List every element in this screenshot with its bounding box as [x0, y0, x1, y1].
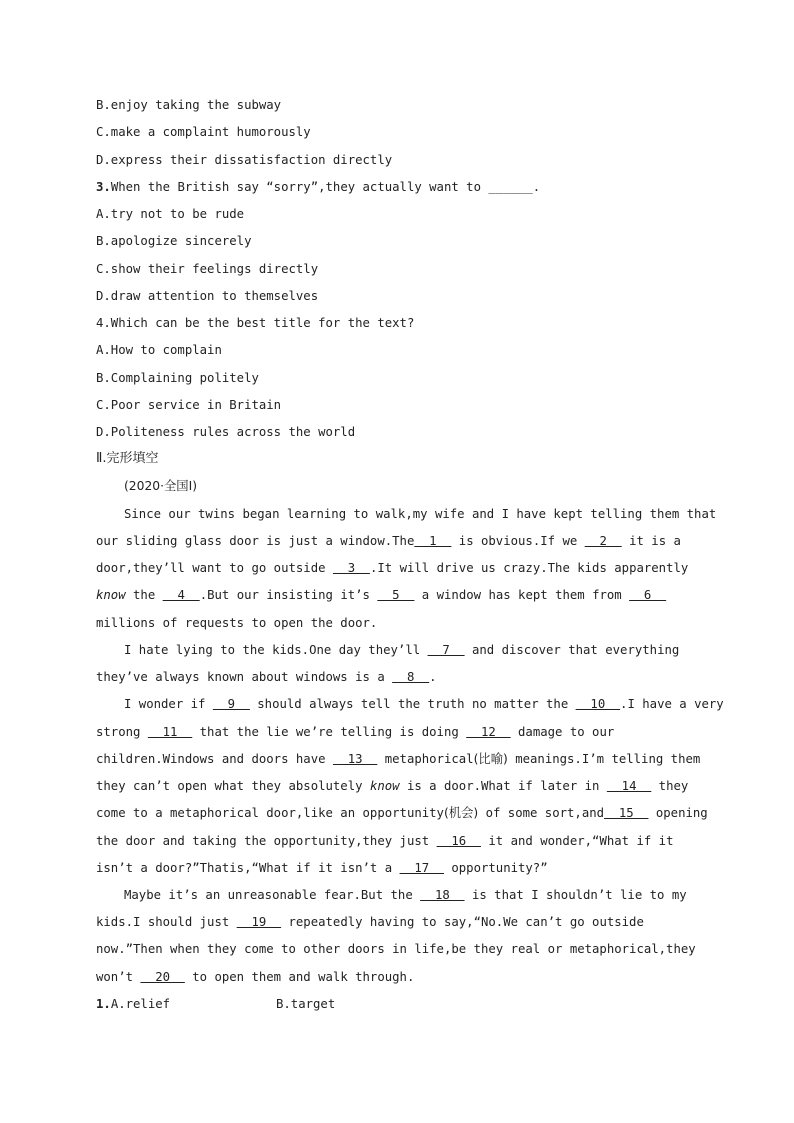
passage-text: they’ve always known about windows is a: [96, 670, 393, 684]
blank-13: 13: [332, 752, 378, 766]
q4-option-b: B.Complaining politely: [96, 371, 259, 385]
passage-text: children.Windows and doors have: [96, 752, 333, 766]
q3-stem: When the British say “sorry”,they actually want to ______.: [110, 180, 541, 194]
passage-text: come to a metaphorical door,like an opportunity: [96, 806, 444, 820]
passage-line: [124, 642, 679, 658]
passage-line: [124, 887, 687, 903]
passage-text: opening: [648, 806, 708, 820]
q3-option-c: C.show their feelings directly: [96, 262, 319, 276]
passage-line: [96, 833, 673, 849]
answer-1-line: [96, 996, 170, 1012]
q2-option-d: D.express their dissatisfaction directly: [96, 153, 393, 167]
passage-text: it is a: [621, 534, 681, 548]
passage-text: that the lie we’re telling is doing: [192, 725, 467, 739]
passage-line: [96, 724, 614, 740]
passage-line: [96, 969, 414, 985]
passage-line: [96, 669, 437, 685]
section-title: Ⅱ.完形填空: [96, 451, 159, 466]
blank-19: 19: [236, 915, 282, 929]
passage-line: [96, 560, 688, 576]
passage-text: they: [651, 779, 689, 793]
blank-16: 16: [436, 834, 481, 848]
passage-text: our sliding glass door is just a window.The: [96, 534, 415, 548]
italic-word: know: [96, 588, 126, 602]
passage-text: is obvious.If we: [451, 534, 585, 548]
passage-text: isn’t a door?”Thatis,“What if it isn’t a: [96, 861, 400, 875]
blank-18: 18: [420, 888, 465, 902]
passage-text: damage to our: [510, 725, 615, 739]
q2-option-c: C.make a complaint humorously: [96, 125, 311, 139]
passage-text: won’t: [96, 970, 141, 984]
passage-text: .But our insisting it’s: [199, 588, 378, 602]
passage-line: [96, 587, 666, 603]
passage-text: .I have a very: [620, 697, 724, 711]
q4-option-a: A.How to complain: [96, 343, 222, 357]
passage-line: [124, 696, 724, 712]
passage-text: and discover that everything: [464, 643, 680, 657]
passage-line: millions of requests to open the door.: [96, 616, 378, 630]
passage-text: a window has kept them from: [414, 588, 630, 602]
blank-9: 9: [212, 697, 250, 711]
blank-12: 12: [466, 725, 511, 739]
passage-text: strong: [96, 725, 148, 739]
italic-word: know: [369, 779, 400, 793]
passage-text: kids.I should just: [96, 915, 237, 929]
q4-option-d: D.Politeness rules across the world: [96, 425, 356, 439]
blank-17: 17: [399, 861, 444, 875]
answer-1-option-a: A.relief: [110, 997, 171, 1011]
passage-text: the door and taking the opportunity,they just: [96, 834, 437, 848]
passage-line: [96, 860, 548, 876]
blank-2: 2: [584, 534, 622, 548]
blank-4: 4: [162, 588, 200, 602]
blank-14: 14: [606, 779, 652, 793]
passage-line: [96, 914, 644, 930]
q2-option-b: B.enjoy taking the subway: [96, 98, 282, 112]
q4-stem: 4.Which can be the best title for the text?: [96, 316, 415, 330]
passage-line: [96, 805, 708, 821]
blank-20: 20: [140, 970, 185, 984]
blank-6: 6: [629, 588, 667, 602]
passage-text: it and wonder,“What if it: [480, 834, 674, 848]
passage-text: .It will drive us crazy.The kids apparently: [369, 561, 689, 575]
chinese-gloss: (比喻): [473, 752, 508, 766]
passage-text: of some sort,and: [478, 806, 605, 820]
blank-11: 11: [147, 725, 193, 739]
q4-option-c: C.Poor service in Britain: [96, 398, 282, 412]
passage-line: [96, 778, 688, 794]
passage-text: to open them and walk through.: [184, 970, 415, 984]
passage-text: Maybe it’s an unreasonable fear.But the: [124, 888, 421, 902]
q3-option-b: B.apologize sincerely: [96, 234, 252, 248]
passage-text: door,they’ll want to go outside: [96, 561, 333, 575]
passage-line: [96, 751, 700, 767]
passage-text: meanings.I’m telling them: [507, 752, 701, 766]
blank-5: 5: [377, 588, 415, 602]
answer-1-option-b: B.target: [276, 997, 336, 1011]
passage-text: opportunity?”: [443, 861, 548, 875]
answer-1-number: 1.: [96, 997, 111, 1011]
passage-text: .: [429, 670, 437, 684]
passage-line: Since our twins began learning to walk,my wife and I have kept telling them that: [124, 507, 717, 521]
passage-text: should always tell the truth no matter the: [249, 697, 576, 711]
blank-10: 10: [575, 697, 621, 711]
passage-text: is that I shouldn’t lie to my: [464, 888, 687, 902]
blank-7: 7: [427, 643, 465, 657]
passage-line: [96, 533, 681, 549]
blank-8: 8: [392, 670, 430, 684]
passage-text: is a door.What if later in: [399, 779, 607, 793]
blank-15: 15: [604, 806, 649, 820]
section-source: (2020·全国Ⅰ): [124, 479, 198, 493]
q3-option-d: D.draw attention to themselves: [96, 289, 319, 303]
blank-1: 1: [414, 534, 452, 548]
chinese-gloss: (机会): [443, 806, 479, 820]
q3-option-a: A.try not to be rude: [96, 207, 245, 221]
passage-text: they can’t open what they absolutely: [96, 779, 370, 793]
passage-text: the: [125, 588, 163, 602]
q3-number: 3.: [96, 180, 111, 194]
passage-text: I hate lying to the kids.One day they’ll: [124, 643, 428, 657]
passage-line: now.”Then when they come to other doors in life,be they real or metaphorical,they: [96, 942, 696, 956]
q3-stem-line: [96, 179, 540, 195]
passage-text: I wonder if: [124, 697, 213, 711]
passage-text: repeatedly having to say,“No.We can’t go outside: [281, 915, 644, 929]
blank-3: 3: [332, 561, 370, 575]
passage-text: metaphorical: [377, 752, 474, 766]
